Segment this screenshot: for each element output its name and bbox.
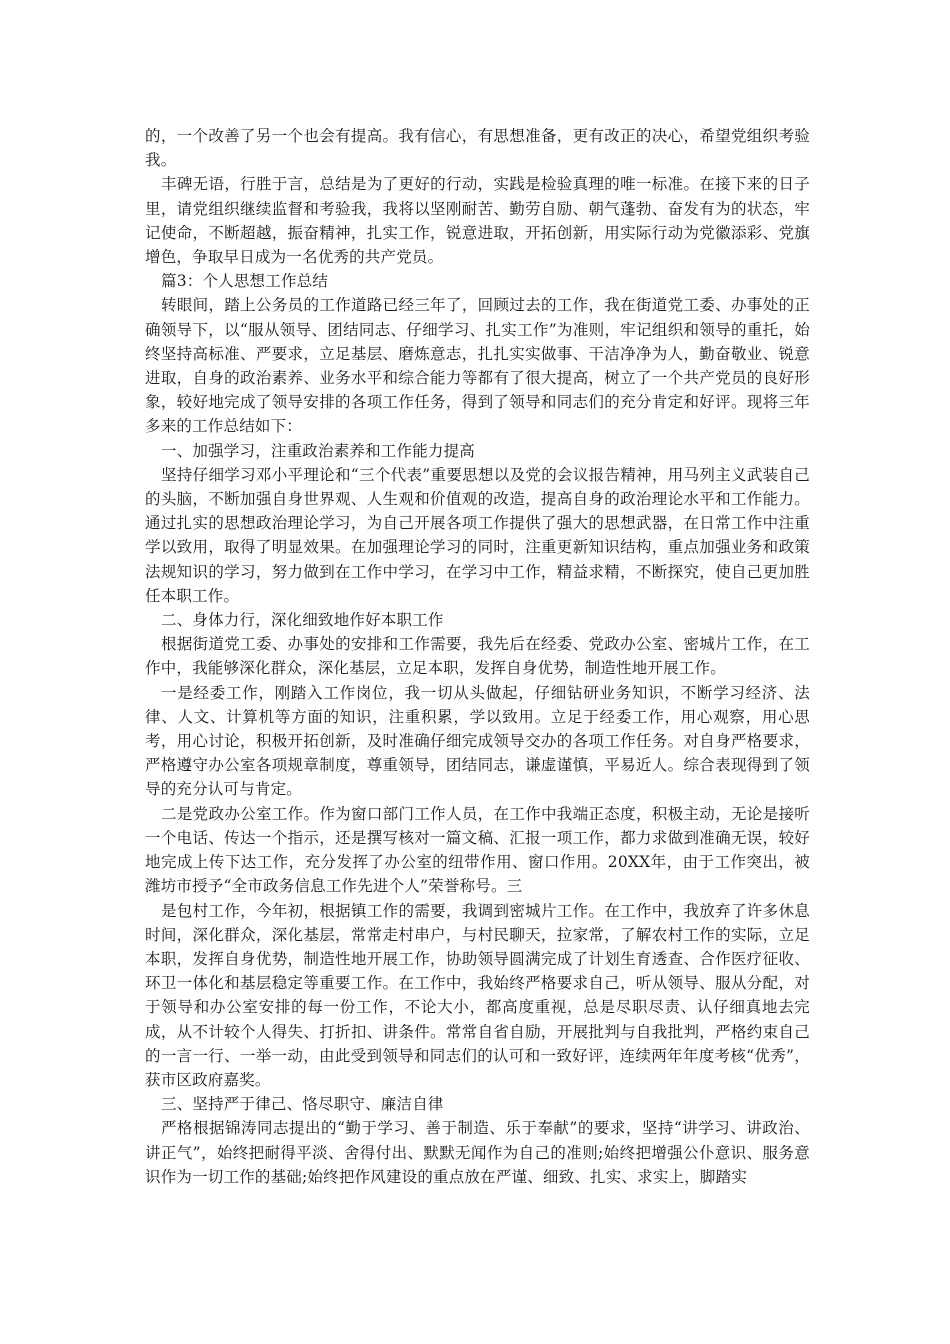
paragraph-self-discipline: 严格根据锦涛同志提出的“勤于学习、善于制造、乐于奉献”的要求，坚持“讲学习、讲政治、讲正气”，始终把耐得平淡、舍得付出、默默无闻作为自己的准则;始终把增强公仆意识、服务意识作为一切工作的基础;始终把作风建设的重点放在严谨、细致、扎实、求实上，脚踏实 xyxy=(145,1119,810,1186)
section-title-part3: 篇3：个人思想工作总结 xyxy=(161,272,329,291)
paragraph-closing-pledge: 丰碑无语，行胜于言，总结是为了更好的行动，实践是检验真理的唯一标准。在接下来的日子里，请党组织继续监督和考验我，我将以坚刚耐苦、勤劳自励、朝气蓬勃、奋发有为的状态，牢记使命，不断超越，振奋精神，扎实工作，锐意进取，开拓创新，用实际行动为党徽添彩、党旗增色，争取早日成为一名优秀的共产党员。 xyxy=(145,175,810,267)
paragraph-village-work: 是包村工作，今年初，根据镇工作的需要，我调到密城片工作。在工作中，我放弃了许多休息时间，深化群众，深化基层，常常走村串户，与村民聊天，拉家常，了解农村工作的实际，立足本职，发挥自身优势，制造性地开展工作，协助领导圆满完成了计划生育透查、合作医疗征收、环卫一体化和基层稳定等重要工作。在工作中，我始终严格要求自己，听从领导、服从分配，对于领导和办公室安排的每一份工作，不论大小，都高度重视，总是尽职尽责、认仔细真地去完成，从不计较个人得失、打折扣、讲条件。常常自省自励，开展批判与自我批判，严格约束自己的一言一行、一举一动，由此受到领导和同志们的认可和一致好评，连续两年年度考核“优秀”，获市区政府嘉奖。 xyxy=(145,901,810,1089)
heading-section-3: 三、坚持严于律己、恪尽职守、廉洁自律 xyxy=(161,1095,444,1114)
heading-section-1: 一、加强学习，注重政治素养和工作能力提高 xyxy=(161,441,476,460)
paragraph-economic-committee: 一是经委工作，刚踏入工作岗位，我一切从头做起，仔细钻研业务知识，不断学习经济、法律、人文、计算机等方面的知识，注重积累，学以致用。立足于经委工作，用心观察，用心思考，用心讨论，积极开拓创新，及时准确仔细完成领导交办的各项工作任务。对自身严格要求，严格遵守办公室各项规章制度，尊重领导，团结同志，谦虚谨慎，平易近人。综合表现得到了领导的充分认可与肯定。 xyxy=(145,683,810,799)
paragraph-party-office: 二是党政办公室工作。作为窗口部门工作人员，在工作中我端正态度，积极主动，无论是接听一个电话、传达一个指示，还是撰写核对一篇文稿、汇报一项工作，都力求做到准确无误，较好地完成上传下达工作，充分发挥了办公室的纽带作用、窗口作用。20XX年，由于工作突出，被潍坊市授予“全市政务信息工作先进个人”荣誉称号。三 xyxy=(145,804,810,896)
paragraph-continuation: 的，一个改善了另一个也会有提高。我有信心，有思想准备，更有改正的决心，希望党组织考验我。 xyxy=(145,127,810,170)
paragraph-intro: 转眼间，踏上公务员的工作道路已经三年了，回顾过去的工作，我在街道党工委、办事处的正确领导下，以“服从领导、团结同志、仔细学习、扎实工作”为准则，牢记组织和领导的重托，始终坚持高标准、严要求，立足基层、磨炼意志，扎扎实实做事、干洁净净为人，勤奋敬业、锐意进取，自身的政治素养、业务水平和综合能力等都有了很大提高，树立了一个共产党员的良好形象，较好地完成了领导安排的各项工作任务，得到了领导和同志们的充分肯定和好评。现将三年多来的工作总结如下： xyxy=(145,296,810,436)
document-body xyxy=(145,124,810,1189)
paragraph-study: 坚持仔细学习邓小平理论和“三个代表”重要思想以及党的会议报告精神，用马列主义武装自己的头脑，不断加强自身世界观、人生观和价值观的改造，提高自身的政治理论水平和工作能力。通过扎实的思想政治理论学习，为自己开展各项工作提供了强大的思想武器，在日常工作中注重学以致用，取得了明显效果。在加强理论学习的同时，注重更新知识结构，重点加强业务和政策法规知识的学习，努力做到在工作中学习，在学习中工作，精益求精，不断探究，使自己更加胜任本职工作。 xyxy=(145,465,810,605)
paragraph-work-overview: 根据街道党工委、办事处的安排和工作需要，我先后在经委、党政办公室、密城片工作，在工作中，我能够深化群众，深化基层，立足本职，发挥自身优势，制造性地开展工作。 xyxy=(145,635,810,678)
heading-section-2: 二、身体力行，深化细致地作好本职工作 xyxy=(161,611,444,630)
